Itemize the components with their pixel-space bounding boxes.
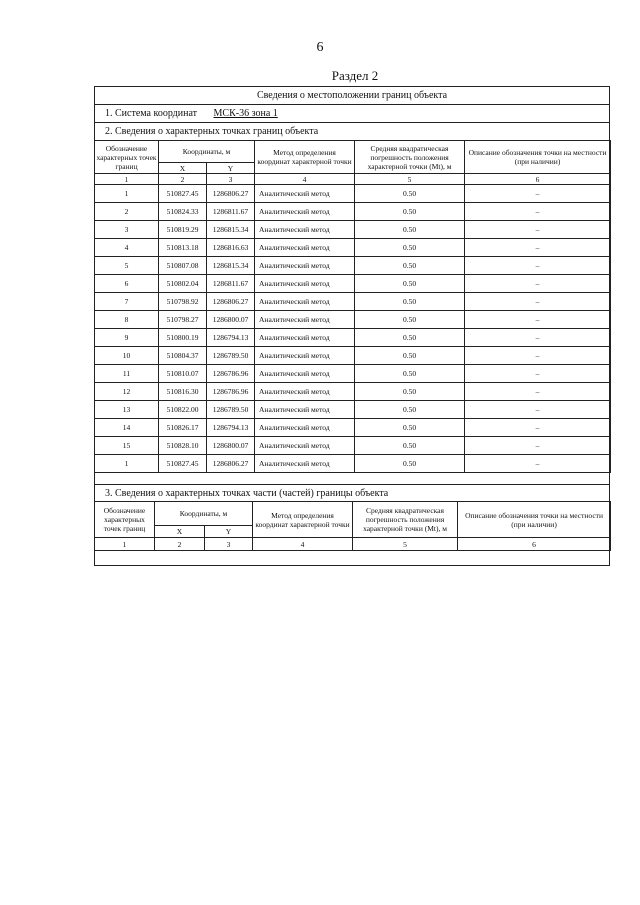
table-row [95,239,611,257]
col-x-header-2: X [155,526,205,538]
frame-header: Сведения о местоположении границ объекта [95,87,609,105]
page-number: 6 [316,40,324,55]
point-accuracy: 0.50 [355,347,465,365]
point-y: 1286794.13 [207,419,255,437]
subsection-2-title: 3. Сведения о характерных точках части (частей) границы объекта [95,484,609,502]
coordinate-system-row [95,105,609,123]
column-number: 2 [155,538,205,551]
column-number: 2 [159,174,207,185]
point-y: 1286789.50 [207,347,255,365]
point-x: 510800.19 [159,329,207,347]
section-title: Раздел 2 [331,68,379,83]
column-number: 4 [255,174,355,185]
point-number: 2 [95,203,159,221]
point-y: 1286811.67 [207,275,255,293]
table-row [95,401,611,419]
point-accuracy: 0.50 [355,383,465,401]
point-number: 5 [95,257,159,275]
point-accuracy: 0.50 [355,257,465,275]
point-y: 1286800.07 [207,311,255,329]
column-numbers-row-2 [95,538,611,551]
point-x: 510822.00 [159,401,207,419]
point-y: 1286786.96 [207,383,255,401]
point-description: – [465,329,611,347]
col-method-header-2: Метод определения координат характерной точки [253,502,353,538]
point-accuracy: 0.50 [355,275,465,293]
column-number: 5 [355,174,465,185]
point-method: Аналитический метод [255,419,355,437]
point-accuracy: 0.50 [355,419,465,437]
point-description: – [465,437,611,455]
point-accuracy: 0.50 [355,329,465,347]
point-x: 510827.45 [159,455,207,473]
point-number: 7 [95,293,159,311]
point-number: 12 [95,383,159,401]
point-description: – [465,239,611,257]
point-x: 510824.33 [159,203,207,221]
point-accuracy: 0.50 [355,455,465,473]
point-description: – [465,365,611,383]
point-y: 1286806.27 [207,185,255,203]
table-row [95,329,611,347]
point-x: 510827.45 [159,185,207,203]
point-method: Аналитический метод [255,185,355,203]
table-row [95,185,611,203]
point-description: – [465,383,611,401]
point-accuracy: 0.50 [355,365,465,383]
point-accuracy: 0.50 [355,437,465,455]
point-description: – [465,257,611,275]
col-y-header-2: Y [205,526,253,538]
table-row [95,437,611,455]
point-number: 11 [95,365,159,383]
point-number: 4 [95,239,159,257]
column-number: 3 [207,174,255,185]
point-number: 8 [95,311,159,329]
point-description: – [465,293,611,311]
point-number: 6 [95,275,159,293]
point-x: 510807.08 [159,257,207,275]
column-number: 1 [95,538,155,551]
point-description: – [465,419,611,437]
point-number: 10 [95,347,159,365]
coordinate-system-value: МСК-36 зона 1 [213,108,278,119]
table-row [95,221,611,239]
column-number: 6 [458,538,611,551]
table-row [95,257,611,275]
column-number: 3 [205,538,253,551]
column-number: 6 [465,174,611,185]
point-number: 1 [95,185,159,203]
subsection-1-title: 2. Сведения о характерных точках границ объекта [95,123,609,141]
point-accuracy: 0.50 [355,311,465,329]
col-x-header: X [159,163,207,174]
point-method: Аналитический метод [255,293,355,311]
table-row [95,365,611,383]
column-numbers-row [95,174,611,185]
col-method-header: Метод определения координат характерной точки [255,141,355,174]
point-y: 1286800.07 [207,437,255,455]
point-x: 510798.27 [159,311,207,329]
point-number: 1 [95,455,159,473]
point-method: Аналитический метод [255,329,355,347]
point-description: – [465,347,611,365]
point-y: 1286806.27 [207,293,255,311]
point-y: 1286816.63 [207,239,255,257]
point-x: 510813.18 [159,239,207,257]
point-y: 1286815.34 [207,221,255,239]
table-row [95,293,611,311]
point-x: 510826.17 [159,419,207,437]
point-accuracy: 0.50 [355,221,465,239]
col-coordinates-header: Координаты, м [159,141,255,163]
point-number: 15 [95,437,159,455]
point-x: 510828.10 [159,437,207,455]
point-number: 13 [95,401,159,419]
point-description: – [465,221,611,239]
point-method: Аналитический метод [255,347,355,365]
point-accuracy: 0.50 [355,185,465,203]
part-boundary-points-table [94,501,611,551]
point-y: 1286815.34 [207,257,255,275]
point-number: 9 [95,329,159,347]
column-number: 5 [353,538,458,551]
table-row [95,455,611,473]
table-row [95,347,611,365]
col-accuracy-header-2: Средняя квадратическая погрешность положения характерной точки (Mt), м [353,502,458,538]
point-method: Аналитический метод [255,203,355,221]
table-row [95,383,611,401]
point-y: 1286806.27 [207,455,255,473]
col-designation-header-2: Обозначение характерных точек границ [95,502,155,538]
point-method: Аналитический метод [255,221,355,239]
point-description: – [465,311,611,329]
point-number: 3 [95,221,159,239]
point-number: 14 [95,419,159,437]
point-method: Аналитический метод [255,401,355,419]
blank-row [94,553,610,566]
col-accuracy-header: Средняя квадратическая погрешность положения характерной точки (Mt), м [355,141,465,174]
point-method: Аналитический метод [255,275,355,293]
point-y: 1286794.13 [207,329,255,347]
point-y: 1286786.96 [207,365,255,383]
col-y-header: Y [207,163,255,174]
point-description: – [465,455,611,473]
column-number: 4 [253,538,353,551]
table-row [95,311,611,329]
col-coordinates-header-2: Координаты, м [155,502,253,526]
point-y: 1286811.67 [207,203,255,221]
point-method: Аналитический метод [255,257,355,275]
point-x: 510798.92 [159,293,207,311]
point-description: – [465,185,611,203]
point-method: Аналитический метод [255,365,355,383]
point-x: 510802.04 [159,275,207,293]
point-accuracy: 0.50 [355,401,465,419]
point-description: – [465,401,611,419]
point-x: 510819.29 [159,221,207,239]
point-x: 510810.07 [159,365,207,383]
col-description-header-2: Описание обозначения точки на местности (при наличии) [458,502,611,538]
point-x: 510816.30 [159,383,207,401]
col-description-header: Описание обозначения точки на местности (при наличии) [465,141,611,174]
point-y: 1286789.50 [207,401,255,419]
point-accuracy: 0.50 [355,239,465,257]
point-method: Аналитический метод [255,239,355,257]
column-number: 1 [95,174,159,185]
coordinate-system-label: 1. Система координат [105,108,198,119]
boundary-points-table [94,140,611,473]
point-method: Аналитический метод [255,455,355,473]
table-row [95,275,611,293]
col-designation-header: Обозначение характерных точек границ [95,141,159,174]
point-accuracy: 0.50 [355,203,465,221]
point-x: 510804.37 [159,347,207,365]
point-description: – [465,275,611,293]
point-description: – [465,203,611,221]
point-method: Аналитический метод [255,311,355,329]
table-row [95,419,611,437]
point-method: Аналитический метод [255,437,355,455]
table-row [95,203,611,221]
point-accuracy: 0.50 [355,293,465,311]
point-method: Аналитический метод [255,383,355,401]
